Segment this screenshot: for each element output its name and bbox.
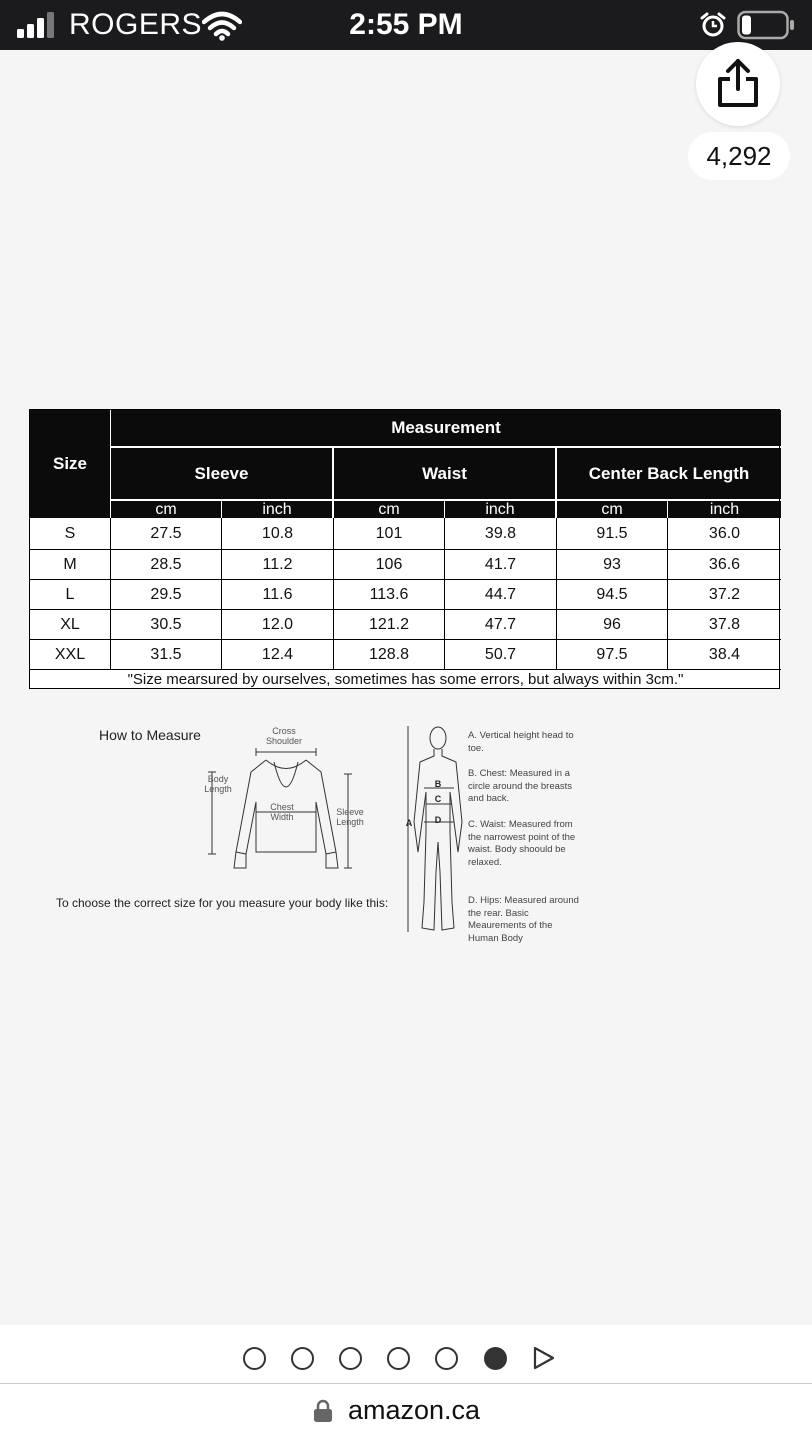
url-domain[interactable]: amazon.ca [348, 1395, 481, 1425]
pager-dot-active[interactable] [484, 1347, 507, 1370]
table-cell: 12.0 [261, 615, 294, 633]
table-cell: 128.8 [368, 645, 410, 663]
legend-d: D. Hips: Measured around the rear. Basic Meaurements of the Human Body [468, 895, 579, 944]
table-cell: 113.6 [369, 585, 409, 603]
how-to-measure-title: How to Measure [99, 727, 201, 743]
body-label-d: D [434, 815, 442, 825]
table-cell: 106 [375, 555, 403, 573]
sleeve-header: Sleeve [111, 448, 332, 499]
table-cell: 41.7 [484, 555, 517, 573]
image-count-badge: 4,292 [688, 132, 790, 180]
table-cell: 44.7 [484, 585, 517, 603]
measure-instruction-text: To choose the correct size for you measure your body like this: [56, 896, 389, 910]
pager-dot[interactable] [243, 1347, 266, 1370]
size-chart-note: "Size mearsured by ourselves, sometimes has some errors, but always within 3cm." [127, 671, 684, 688]
alarm-icon [700, 12, 726, 38]
share-icon [716, 58, 760, 108]
unit-header: cm [557, 501, 667, 518]
table-cell: 47.7 [484, 615, 517, 633]
body-label-b: B [434, 779, 442, 789]
table-cell: 39.8 [484, 525, 517, 542]
size-cell: M [63, 555, 77, 573]
chest-width-label: Chest Width [270, 802, 294, 822]
table-cell: 96 [603, 615, 621, 633]
table-cell: 94.5 [596, 585, 628, 603]
table-cell: 38.4 [708, 645, 741, 663]
unit-header: inch [668, 501, 781, 518]
table-cell: 28.5 [150, 555, 182, 573]
unit-header: inch [445, 501, 555, 518]
clock-time: 2:55 PM [349, 8, 463, 41]
share-button[interactable] [696, 42, 780, 126]
carrier-name: ROGERS [69, 8, 203, 41]
measurement-header: Measurement [111, 410, 781, 446]
size-chart-table [29, 409, 780, 689]
table-cell: 27.5 [150, 525, 182, 542]
size-header: Size [30, 410, 110, 518]
table-cell: 97.5 [596, 645, 628, 663]
table-cell: 91.5 [596, 525, 628, 542]
size-cell: S [64, 525, 76, 542]
size-cell: XL [60, 615, 80, 633]
table-cell: 11.6 [262, 585, 293, 603]
legend-a: A. Vertical height head to toe. [468, 730, 574, 754]
pager-dot[interactable] [387, 1347, 410, 1370]
table-cell: 101 [375, 525, 403, 542]
battery-icon [737, 10, 795, 40]
legend-c: C. Waist: Measured from the narrowest point of the waist. Body shoould be relaxed. [468, 819, 576, 868]
legend-b: B. Chest: Measured in a circle around the breasts and back. [468, 768, 573, 804]
table-cell: 11.2 [262, 555, 293, 573]
unit-header: inch [222, 501, 332, 518]
size-cell: XXL [54, 645, 86, 663]
table-cell: 31.5 [150, 645, 182, 663]
pager-dot[interactable] [435, 1347, 458, 1370]
table-cell: 30.5 [150, 615, 182, 633]
table-cell: 37.2 [708, 585, 741, 603]
size-cell: L [65, 585, 75, 603]
cross-shoulder-label: Cross Shoulder [265, 726, 303, 746]
table-cell: 121.2 [368, 615, 410, 633]
table-cell: 12.4 [261, 645, 294, 663]
center-back-length-header: Center Back Length [557, 448, 781, 499]
table-cell: 50.7 [484, 645, 517, 663]
body-label-c: C [434, 794, 442, 804]
table-cell: 36.0 [708, 525, 741, 542]
table-cell: 29.5 [150, 585, 182, 603]
table-cell: 36.6 [708, 555, 741, 573]
table-cell: 10.8 [261, 525, 294, 542]
body-length-label: Body Length [204, 774, 232, 794]
sleeve-length-label: Sleeve Length [336, 807, 364, 827]
status-bar [0, 0, 812, 50]
play-triangle-icon[interactable] [532, 1346, 556, 1370]
lock-icon [313, 1399, 333, 1423]
body-label-a: A [405, 818, 413, 828]
waist-header: Waist [334, 448, 555, 499]
unit-header: cm [111, 501, 221, 518]
pager-dot[interactable] [291, 1347, 314, 1370]
pager-dot[interactable] [339, 1347, 362, 1370]
unit-header: cm [334, 501, 444, 518]
table-cell: 37.8 [708, 615, 741, 633]
table-cell: 93 [603, 555, 621, 573]
